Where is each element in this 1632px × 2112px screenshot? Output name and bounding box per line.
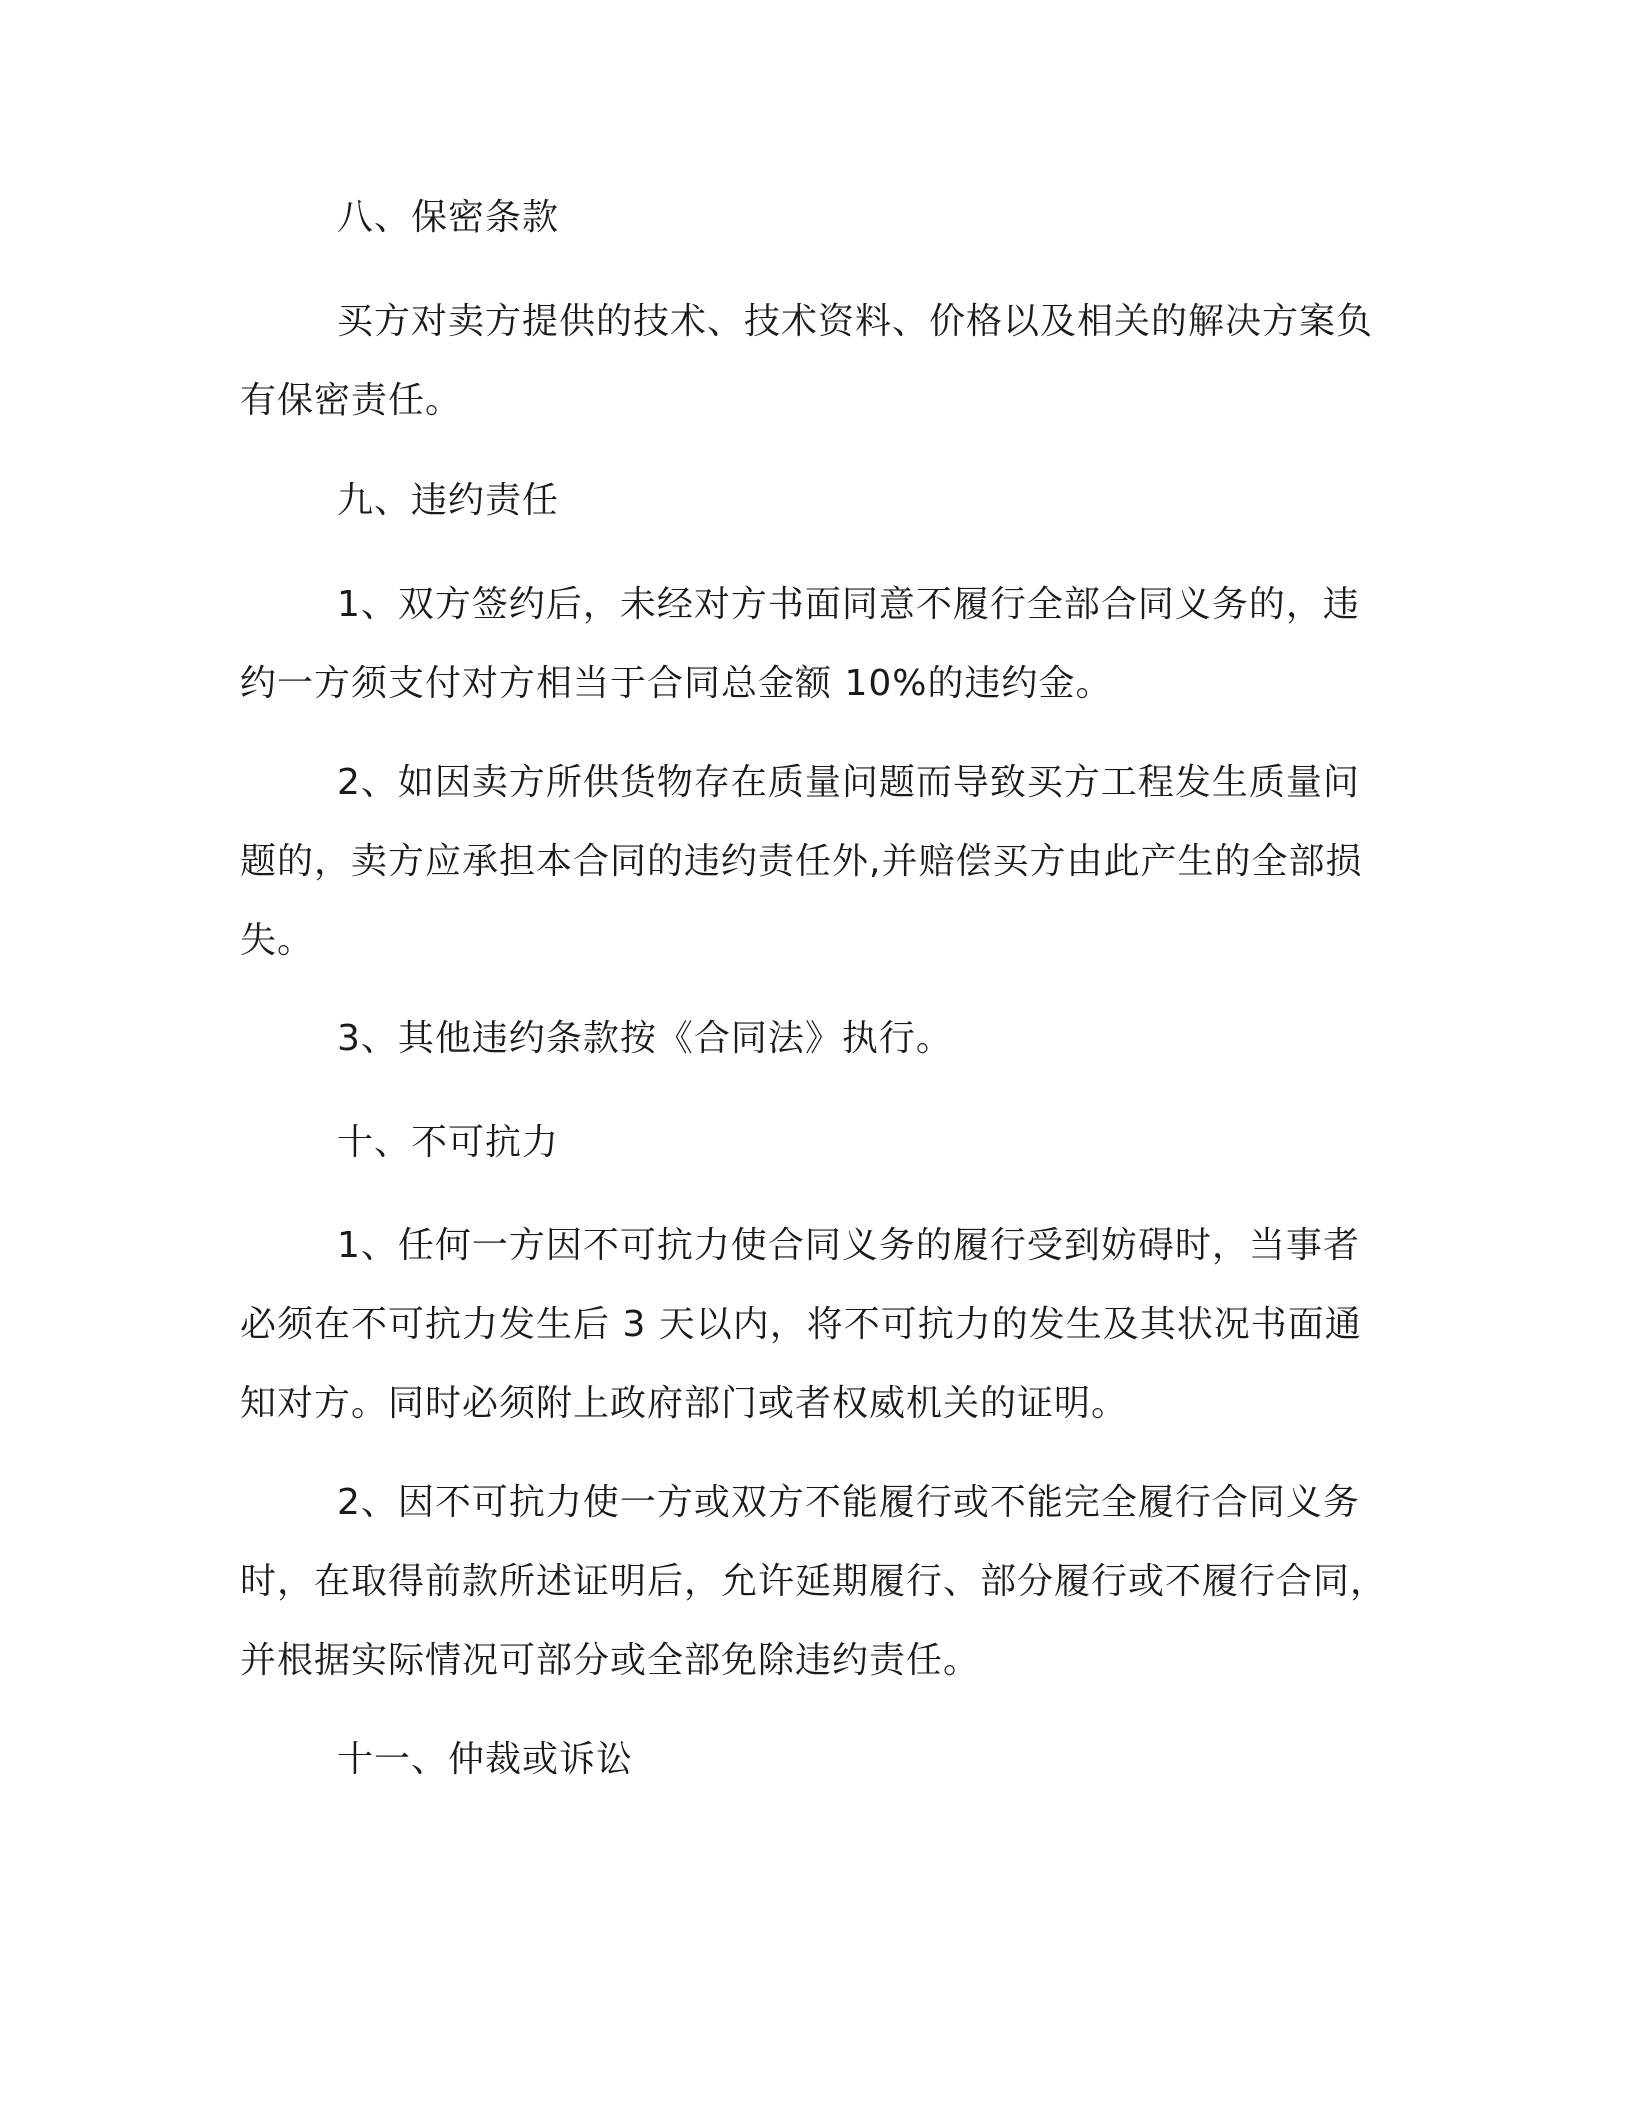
heading-text: 十一、仲裁或诉讼 [337,1739,634,1780]
paragraph-line: 失。 [240,920,315,961]
paragraph-line: 3、其他违约条款按《合同法》执行。 [337,1018,953,1059]
paragraph-line: 时，在取得前款所述证明后，允许延期履行、部分履行或不履行合同， [240,1561,1388,1602]
heading-text: 十、不可抗力 [337,1122,560,1163]
section-8-heading [240,178,1390,257]
heading-text: 九、违约责任 [337,480,560,521]
paragraph-line: 必须在不可抗力发生后 3 天以内，将不可抗力的发生及其状况书面通 [240,1304,1362,1345]
section-9-item-2 [240,743,1390,980]
section-10-heading [240,1103,1390,1182]
section-9-item-3 [240,999,1390,1078]
paragraph-line: 并根据实际情况可部分或全部免除违约责任。 [240,1640,981,1681]
paragraph-line: 2、因不可抗力使一方或双方不能履行或不能完全履行合同义务 [337,1482,1360,1523]
paragraph-line: 有保密责任。 [240,380,463,421]
paragraph-line: 1、双方签约后，未经对方书面同意不履行全部合同义务的，违 [337,584,1360,625]
section-10-item-1 [240,1206,1390,1443]
paragraph-line: 知对方。同时必须附上政府部门或者权威机关的证明。 [240,1383,1129,1424]
heading-text: 八、保密条款 [337,197,560,238]
section-9-item-1 [240,565,1390,723]
paragraph-line: 买方对卖方提供的技术、技术资料、价格以及相关的解决方案负 [337,301,1374,342]
paragraph-line: 约一方须支付对方相当于合同总金额 10%的违约金。 [240,663,1113,704]
paragraph-line: 2、如因卖方所供货物存在质量问题而导致买方工程发生质量问 [337,762,1360,803]
section-8-paragraph [240,282,1390,440]
paragraph-line: 1、任何一方因不可抗力使合同义务的履行受到妨碍时，当事者 [337,1225,1360,1266]
section-10-item-2 [240,1463,1390,1700]
section-11-heading [240,1720,1390,1799]
paragraph-line: 题的，卖方应承担本合同的违约责任外,并赔偿买方由此产生的全部损 [240,841,1363,882]
section-9-heading [240,461,1390,540]
